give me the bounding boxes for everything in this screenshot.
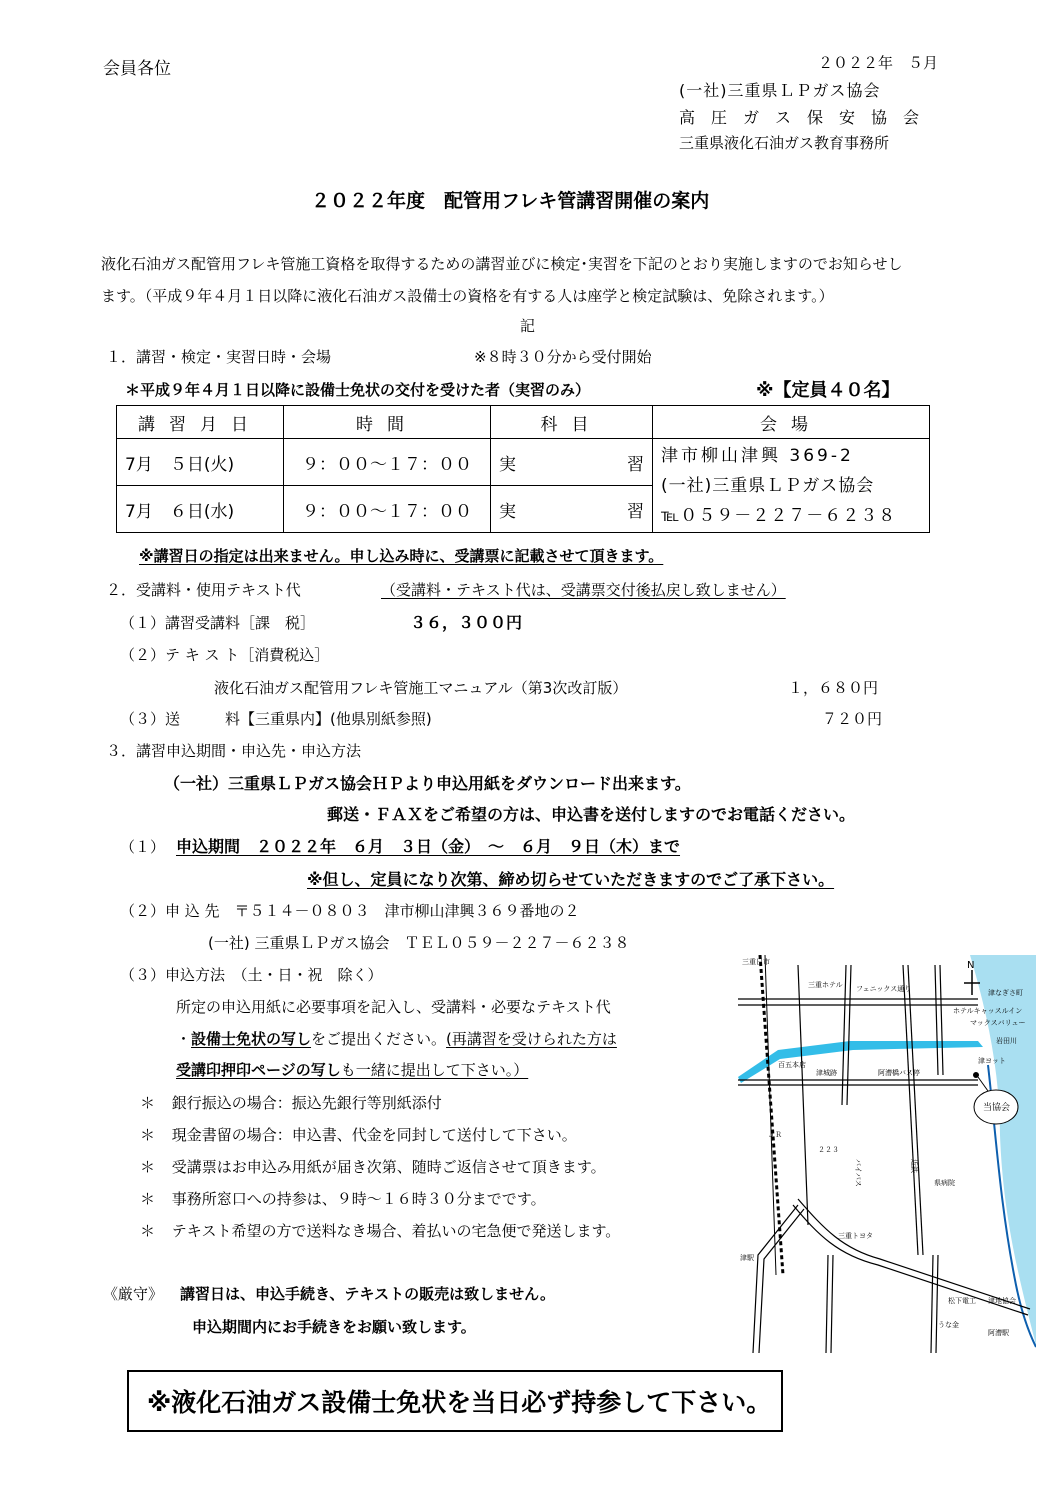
section3-heading: ３．講習申込期間・申込先・申込方法	[106, 742, 362, 760]
capacity: ※【定員４０名】	[756, 380, 900, 401]
text-price: １，６８０円	[788, 679, 879, 697]
row-subject	[491, 439, 653, 486]
map-label: 阿漕駅	[988, 1329, 1009, 1337]
map-label: 松下電工	[948, 1297, 976, 1305]
text-name: 液化石油ガス配管用フレキ管施工マニュアル（第3次改訂版）	[214, 679, 628, 697]
org-lp-gas: (一社)三重県ＬＰガス協会	[679, 81, 881, 100]
download-note: （一社）三重県ＬＰガス協会ＨＰより申込用紙をダウンロード出来ます。	[164, 774, 691, 793]
table-header-row	[117, 406, 930, 439]
map-label: 三重日市	[742, 958, 770, 966]
road	[935, 965, 938, 1075]
bullet-item	[140, 1188, 546, 1209]
road	[831, 1255, 833, 1353]
page-title: ２０２２年度 配管用フレキ管講習開催の案内	[311, 190, 710, 212]
bullet-text: 事務所窓口への持参は、９時～１６時３０分までです。	[171, 1190, 546, 1208]
bullet-mark: ＊	[140, 1126, 156, 1144]
text-label: （２）テ キ ス ト［消費税込］	[120, 646, 330, 664]
method-line-3	[176, 1059, 528, 1080]
map-label: バイパス	[854, 1159, 862, 1187]
method-dot: ・	[176, 1030, 192, 1048]
period-note: ※但し、定員になり次第、締め切らせていただきますのでご了承下さい。	[307, 870, 835, 889]
header-venue: 会場	[653, 406, 930, 439]
practice-only-note: ＊平成９年４月１日以降に設備士免状の交付を受けた者（実習のみ）	[125, 381, 591, 399]
road	[826, 1255, 828, 1353]
map-label: 津地協会	[988, 1297, 1016, 1305]
subject-char-1: 実	[499, 454, 516, 475]
addressee: 会員各位	[103, 59, 171, 79]
river	[738, 1041, 983, 1083]
subject-char-1: 実	[499, 501, 516, 522]
shipping-value: ７２０円	[822, 710, 883, 728]
ki-mark: 記	[520, 317, 536, 335]
road	[847, 965, 851, 1105]
section1-heading: １．講習・検定・実習日時・会場	[106, 348, 332, 366]
fee-value: ３６，３００円	[410, 613, 523, 632]
bullet-text: 受講票はお申込み用紙が届き次第、随時ご返信させて頂きます。	[171, 1158, 606, 1176]
destination-line-1: （２）申 込 先 〒５１４－０８０３ 津市柳山津興３６９番地の２	[120, 902, 580, 920]
row-time: ９：００～１７：００	[284, 486, 491, 533]
road	[936, 1255, 938, 1353]
intro-line-2: ます。（平成９年４月１日以降に液化石油ガス設備士の資格を有する人は座学と検定試験は、免除されます。）	[101, 287, 834, 305]
venue-address: 津市柳山津興 369-2	[661, 445, 854, 466]
mail-fax-note: 郵送・ＦＡＸをご希望の方は、申込書を送付しますのでお電話ください。	[327, 805, 856, 824]
header-subject: 科目	[491, 406, 653, 439]
bullet-mark: ＊	[140, 1222, 156, 1240]
road	[931, 1255, 933, 1353]
row-time: ９：００～１７：００	[284, 439, 491, 486]
map-label: 津城跡	[816, 1069, 837, 1077]
strict-line-2: 申込期間内にお手続きをお願い致します。	[192, 1318, 476, 1336]
venue-org: (一社)三重県ＬＰガス協会	[661, 475, 875, 496]
venue-cell	[653, 439, 930, 533]
kintetsu-railway	[765, 955, 776, 1275]
map-label: 近鉄	[910, 1159, 918, 1173]
submit-together: も一緒に提出して下さい。）	[340, 1061, 529, 1079]
bullet-mark: ＊	[140, 1158, 156, 1176]
method-line-1: 所定の申込用紙に必要事項を記入し、受講料・必要なテキスト代	[176, 998, 611, 1016]
retraining-note: (再講習を受けられた方は	[446, 1030, 617, 1048]
map-label: 県病院	[934, 1179, 955, 1187]
shipping-label: （３）送 料【三重県内】(他県別紙参照)	[120, 710, 432, 728]
row-date: 7月 ５日(火)	[117, 439, 284, 486]
bullet-item	[140, 1220, 620, 1241]
map-label: 岩田川	[996, 1037, 1017, 1045]
map-label: ２２３	[818, 1146, 839, 1154]
map-label: 津駅	[740, 1254, 754, 1262]
map-label: ＪＲ	[768, 1131, 782, 1139]
schedule-table	[116, 405, 930, 533]
road	[940, 965, 943, 1075]
table-row	[117, 439, 930, 486]
period-number: （１）	[120, 838, 166, 856]
road	[759, 1209, 804, 1353]
no-refund-note: （受講料・テキスト代は、受講票交付後払戻し致しません）	[381, 581, 786, 599]
map-label: 百五本店	[778, 1061, 806, 1069]
method-submit: をご提出ください。	[311, 1030, 447, 1048]
strict-label: 《厳守》	[103, 1285, 164, 1303]
map-label: 三重トヨタ	[838, 1232, 873, 1240]
stamped-page-copy: 受講印押印ページの写し	[176, 1061, 341, 1079]
map-label: 津ヨット	[978, 1057, 1006, 1065]
strict-line-1: 講習日は、申込手続き、テキストの販売は致しません。	[180, 1285, 556, 1303]
section2-heading: ２．受講料・使用テキスト代	[106, 581, 301, 599]
venue-phone: ℡０５９－２２７－６２３８	[661, 505, 897, 526]
bullet-item	[140, 1092, 442, 1113]
destination-line-2: (一社) 三重県ＬＰガス協会 ＴＥＬ０５９－２２７－６２３８	[208, 934, 630, 952]
bullet-item	[140, 1156, 606, 1177]
road	[798, 965, 808, 1225]
bullet-text: 現金書留の場合：申込書、代金を同封して送付して下さい。	[171, 1126, 577, 1144]
balloon-pointer	[978, 1077, 988, 1091]
issue-date: ２０２２年 ５月	[818, 54, 939, 72]
row-subject	[491, 486, 653, 533]
map-label: 阿漕橋バス停	[878, 1069, 920, 1077]
header-date: 講習月日	[117, 406, 284, 439]
jr-railway	[760, 955, 783, 1275]
map-label: うな金	[938, 1321, 959, 1329]
office-label: 当協会	[983, 1103, 1011, 1113]
north-label: N	[967, 960, 975, 971]
bullet-item	[140, 1124, 577, 1145]
bullet-mark: ＊	[140, 1190, 156, 1208]
date-selection-warning: ※講習日の指定は出来ません。申し込み時に、受講票に記載させて頂きます。	[139, 547, 664, 565]
bullet-mark: ＊	[140, 1094, 156, 1112]
header-time: 時間	[284, 406, 491, 439]
method-line-2	[176, 1028, 617, 1049]
org-high-pressure: 高 圧 ガ ス 保 安 協 会	[679, 108, 920, 127]
map-label: 津なぎさ町	[988, 989, 1023, 997]
intro-line-1: 液化石油ガス配管用フレキ管施工資格を取得するための講習並びに検定･実習を下記のとおり実施しますのでお知らせし	[101, 255, 903, 273]
map-label: マックスバリュー	[970, 1019, 1026, 1027]
subject-char-2: 習	[627, 454, 644, 475]
bullet-text: テキスト希望の方で送料なき場合、着払いの宅急便で発送します。	[171, 1222, 621, 1240]
org-education-office: 三重県液化石油ガス教育事務所	[679, 134, 890, 152]
access-map	[738, 955, 1036, 1353]
reception-note: ※８時３０分から受付開始	[474, 348, 652, 366]
method-heading: （３）申込方法 （土・日・祝 除く）	[120, 966, 383, 984]
application-period: 申込期間 ２０２２年 ６月 ３日（金） ～ ６月 ９日（木）まで	[176, 837, 681, 856]
fee-label: （１）講習受講料［課 税］	[120, 614, 316, 632]
bring-license-text: ※液化石油ガス設備士免状を当日必ず持参して下さい。	[147, 1388, 772, 1417]
row-date: 7月 ６日(水)	[117, 486, 284, 533]
bring-license-notice	[127, 1370, 783, 1432]
bullet-text: 銀行振込の場合：振込先銀行等別紙添付	[171, 1094, 442, 1112]
subject-char-2: 習	[627, 501, 644, 522]
license-copy: 設備士免状の写し	[191, 1030, 312, 1048]
map-label: 三重ホテル	[808, 981, 843, 989]
map-label: フェニックス通り	[856, 985, 912, 993]
map-label: ホテルキャッスルイン	[953, 1007, 1023, 1015]
